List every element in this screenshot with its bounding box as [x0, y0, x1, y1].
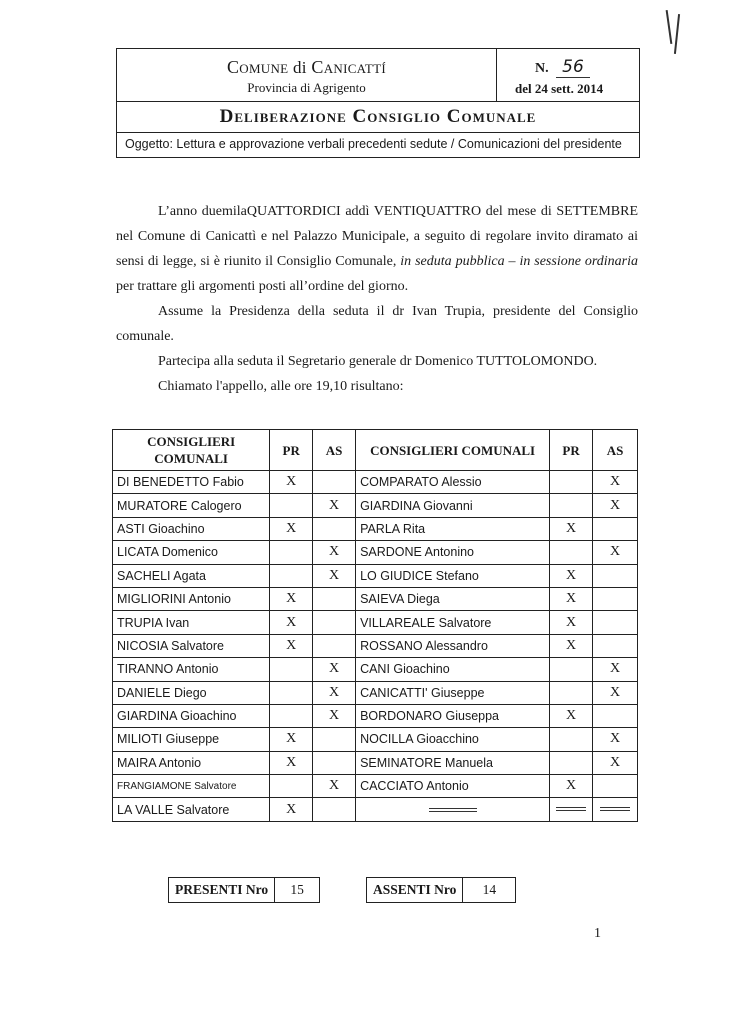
councillor-name: TIRANNO Antonio [113, 658, 270, 681]
presence-mark [550, 681, 593, 704]
councillor-name: CACCIATO Antonio [356, 775, 550, 798]
table-row [113, 728, 638, 751]
presence-mark [270, 681, 313, 704]
presence-mark [550, 751, 593, 774]
numero-value: 56 [556, 57, 590, 78]
presence-mark [270, 775, 313, 798]
presence-mark [550, 494, 593, 517]
absence-mark [593, 587, 638, 610]
body-text [116, 199, 638, 399]
absence-mark: X [593, 751, 638, 774]
councillor-name: ASTI Gioachino [113, 517, 270, 540]
councillor-name: NOCILLA Gioacchino [356, 728, 550, 751]
table-row [113, 587, 638, 610]
councillor-name: CANI Gioachino [356, 658, 550, 681]
councillor-name: PARLA Rita [356, 517, 550, 540]
table-row [113, 471, 638, 494]
table-row [113, 564, 638, 587]
presenti-value: 15 [290, 882, 304, 897]
absence-mark: X [313, 681, 356, 704]
presence-mark: X [270, 471, 313, 494]
table-row [113, 541, 638, 564]
provincia: Provincia di Agrigento [247, 80, 366, 95]
absence-mark [593, 775, 638, 798]
presence-mark [550, 658, 593, 681]
absence-mark: X [593, 541, 638, 564]
councillor-name: LA VALLE Salvatore [113, 798, 270, 821]
absence-mark: X [313, 704, 356, 727]
absence-mark: X [313, 494, 356, 517]
absence-mark: X [593, 728, 638, 751]
table-row [113, 658, 638, 681]
absence-mark [593, 564, 638, 587]
header-pr: PR [550, 430, 593, 471]
presenti-box [168, 877, 320, 903]
table-row [113, 517, 638, 540]
presence-mark: X [550, 587, 593, 610]
handwritten-mark [666, 10, 673, 44]
absence-mark [593, 798, 638, 821]
absence-mark [313, 798, 356, 821]
presence-mark [270, 658, 313, 681]
header-pr: PR [270, 430, 313, 471]
table-row [113, 494, 638, 517]
table-row [113, 634, 638, 657]
presence-mark: X [550, 704, 593, 727]
presence-mark: X [270, 587, 313, 610]
document-header [116, 48, 640, 158]
absence-mark: X [593, 471, 638, 494]
page-number: 1 [594, 926, 601, 941]
paragraph-segretario: Partecipa alla seduta il Segretario generale dr Domenico TUTTOLOMONDO. [158, 354, 598, 369]
councillor-name [356, 798, 550, 821]
absence-mark: X [313, 541, 356, 564]
attendance-table [112, 429, 638, 822]
paragraph-intro: L’anno duemilaQUATTORDICI addì VENTIQUATTRO del mese di SETTEMBRE nel Comune di Canicattì e nel Palazzo Municipale, a seguito di regolare invito diramato ai sensi di legge, si è riunito il Consiglio Comunale, in seduta pubblica – in sessione ordinaria per trattare gli argomenti posti all’ordine del giorno. [116, 204, 639, 294]
absence-mark [313, 751, 356, 774]
numero-delibera: N. 56 [535, 57, 590, 77]
presence-mark: X [270, 611, 313, 634]
absence-mark: X [313, 775, 356, 798]
presence-mark: X [550, 517, 593, 540]
absence-mark: X [313, 564, 356, 587]
presenti-label: PRESENTI Nro [169, 878, 275, 902]
table-row [113, 751, 638, 774]
table-header-row [113, 430, 638, 471]
absence-mark [593, 611, 638, 634]
assenti-box [366, 877, 516, 903]
table-row [113, 704, 638, 727]
data-delibera: del 24 sett. 2014 [515, 81, 604, 96]
absence-mark [313, 611, 356, 634]
councillor-name: FRANGIAMONE Salvatore [113, 775, 270, 798]
handwritten-mark [674, 14, 680, 54]
presence-mark: X [550, 634, 593, 657]
table-row [113, 798, 638, 821]
paragraph-appello: Chiamato l'appello, alle ore 19,10 risultano: [158, 379, 404, 394]
presence-mark: X [550, 775, 593, 798]
presence-mark: X [270, 751, 313, 774]
header-consiglieri: CONSIGLIERI COMUNALI [356, 430, 550, 471]
absence-mark [313, 587, 356, 610]
councillor-name: LO GIUDICE Stefano [356, 564, 550, 587]
councillor-name: NICOSIA Salvatore [113, 634, 270, 657]
presence-mark [550, 541, 593, 564]
absence-mark [313, 728, 356, 751]
presence-mark: X [270, 798, 313, 821]
councillor-name: SAIEVA Diega [356, 587, 550, 610]
presence-mark [550, 728, 593, 751]
councillor-name: DANIELE Diego [113, 681, 270, 704]
councillor-name: COMPARATO Alessio [356, 471, 550, 494]
absence-mark [313, 517, 356, 540]
assenti-value: 14 [482, 882, 497, 897]
document-title: Deliberazione Consiglio Comunale [117, 102, 639, 133]
councillor-name: MIGLIORINI Antonio [113, 587, 270, 610]
councillor-name: LICATA Domenico [113, 541, 270, 564]
table-row [113, 611, 638, 634]
table-row [113, 775, 638, 798]
comune-block [117, 49, 497, 101]
councillor-name: DI BENEDETTO Fabio [113, 471, 270, 494]
presence-mark: X [550, 564, 593, 587]
councillor-name: VILLAREALE Salvatore [356, 611, 550, 634]
absence-mark [593, 704, 638, 727]
empty-dashes [556, 807, 586, 811]
presence-mark [550, 471, 593, 494]
presence-mark [270, 564, 313, 587]
comune-name: Comune di Canicattí [226, 57, 387, 77]
presence-mark: X [270, 517, 313, 540]
table-row [113, 681, 638, 704]
presence-mark: X [550, 611, 593, 634]
oggetto: Oggetto: Lettura e approvazione verbali precedenti sedute / Comunicazioni del presidente [125, 137, 622, 151]
councillor-name: TRUPIA Ivan [113, 611, 270, 634]
paragraph-presidenza: Assume la Presidenza della seduta il dr Ivan Trupia, presidente del Consiglio comunale. [116, 304, 638, 344]
presence-mark: X [270, 634, 313, 657]
absence-mark: X [593, 658, 638, 681]
councillor-name: MILIOTI Giuseppe [113, 728, 270, 751]
councillor-name: MAIRA Antonio [113, 751, 270, 774]
absence-mark: X [593, 494, 638, 517]
absence-mark: X [593, 681, 638, 704]
presence-mark [550, 798, 593, 821]
header-consiglieri: CONSIGLIERI COMUNALI [113, 430, 270, 471]
councillor-name: ROSSANO Alessandro [356, 634, 550, 657]
assenti-label: ASSENTI Nro [367, 878, 463, 902]
absence-mark [593, 634, 638, 657]
councillor-name: BORDONARO Giuseppa [356, 704, 550, 727]
councillor-name: GIARDINA Gioachino [113, 704, 270, 727]
numero-block [497, 49, 639, 101]
councillor-name: SARDONE Antonino [356, 541, 550, 564]
presence-mark: X [270, 728, 313, 751]
councillor-name: MURATORE Calogero [113, 494, 270, 517]
councillor-name: CANICATTI' Giuseppe [356, 681, 550, 704]
presence-mark [270, 541, 313, 564]
presence-mark [270, 494, 313, 517]
councillor-name: SACHELI Agata [113, 564, 270, 587]
councillor-name: GIARDINA Giovanni [356, 494, 550, 517]
header-as: AS [313, 430, 356, 471]
councillor-name: SEMINATORE Manuela [356, 751, 550, 774]
absence-mark [593, 517, 638, 540]
header-as: AS [593, 430, 638, 471]
absence-mark: X [313, 658, 356, 681]
presence-mark [270, 704, 313, 727]
absence-mark [313, 634, 356, 657]
empty-dashes [600, 807, 630, 811]
empty-dashes [429, 808, 477, 812]
absence-mark [313, 471, 356, 494]
